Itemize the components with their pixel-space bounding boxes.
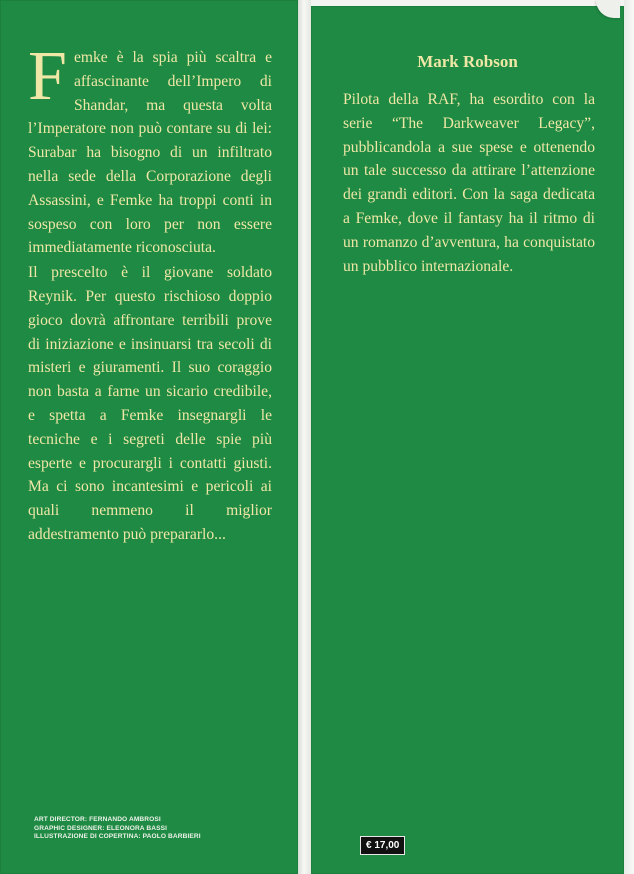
author-name: Mark Robson <box>417 52 518 71</box>
page-edge <box>624 0 634 874</box>
drop-cap: F <box>28 38 67 115</box>
price-label: € 17,00 <box>360 836 405 855</box>
flap-gap <box>298 0 311 874</box>
synopsis-text-1: emke è la spia più scaltra e affascinante dell’Impero di Shandar, ma questa volta l’Imperatore non può contare su di lei: Surabar ha bisogno di un infiltrato nella sede della Corporazione degli Assassini, e Femke ha troppi conti in sospeso con loro per non essere immediatamente riconosciuta. <box>28 49 272 257</box>
synopsis <box>28 38 272 547</box>
synopsis-paragraph-2: Il prescelto è il giovane soldato Reynik. Per questo rischioso doppio gioco dovrà affrontare terribili prove di iniziazione e insinuarsi tra secoli di misteri e giuramenti. Il suo coraggio non basta a farne un sicario credibile, e spetta a Femke insegnargli le tecniche e i segreti delle spie più esperte e procurargli i contatti giusti. Ma ci sono incantesimi e pericoli ai quali nemmeno il miglior addestramento può prepararlo... <box>28 264 272 543</box>
credit-graphic-designer: GRAPHIC DESIGNER: ELEONORA BASSI <box>34 824 168 832</box>
credits <box>34 816 201 842</box>
credit-cover-illustration: ILLUSTRAZIONE DI COPERTINA: PAOLO BARBIERI <box>34 833 201 841</box>
author-bio: Pilota della RAF, ha esordito con la serie “The Darkweaver Legacy”, pubblicandola a sue spese e ottenendo un tale successo da attirare l’attenzione dei grandi editori. Con la saga dedicata a Femke, dove il fantasy ha il ritmo di un romanzo d’avventura, ha conquistato un pubblico internazionale. <box>343 91 595 275</box>
credit-art-director: ART DIRECTOR: FERNANDO AMBROSI <box>34 816 161 823</box>
synopsis-paragraph-1 <box>28 38 272 260</box>
